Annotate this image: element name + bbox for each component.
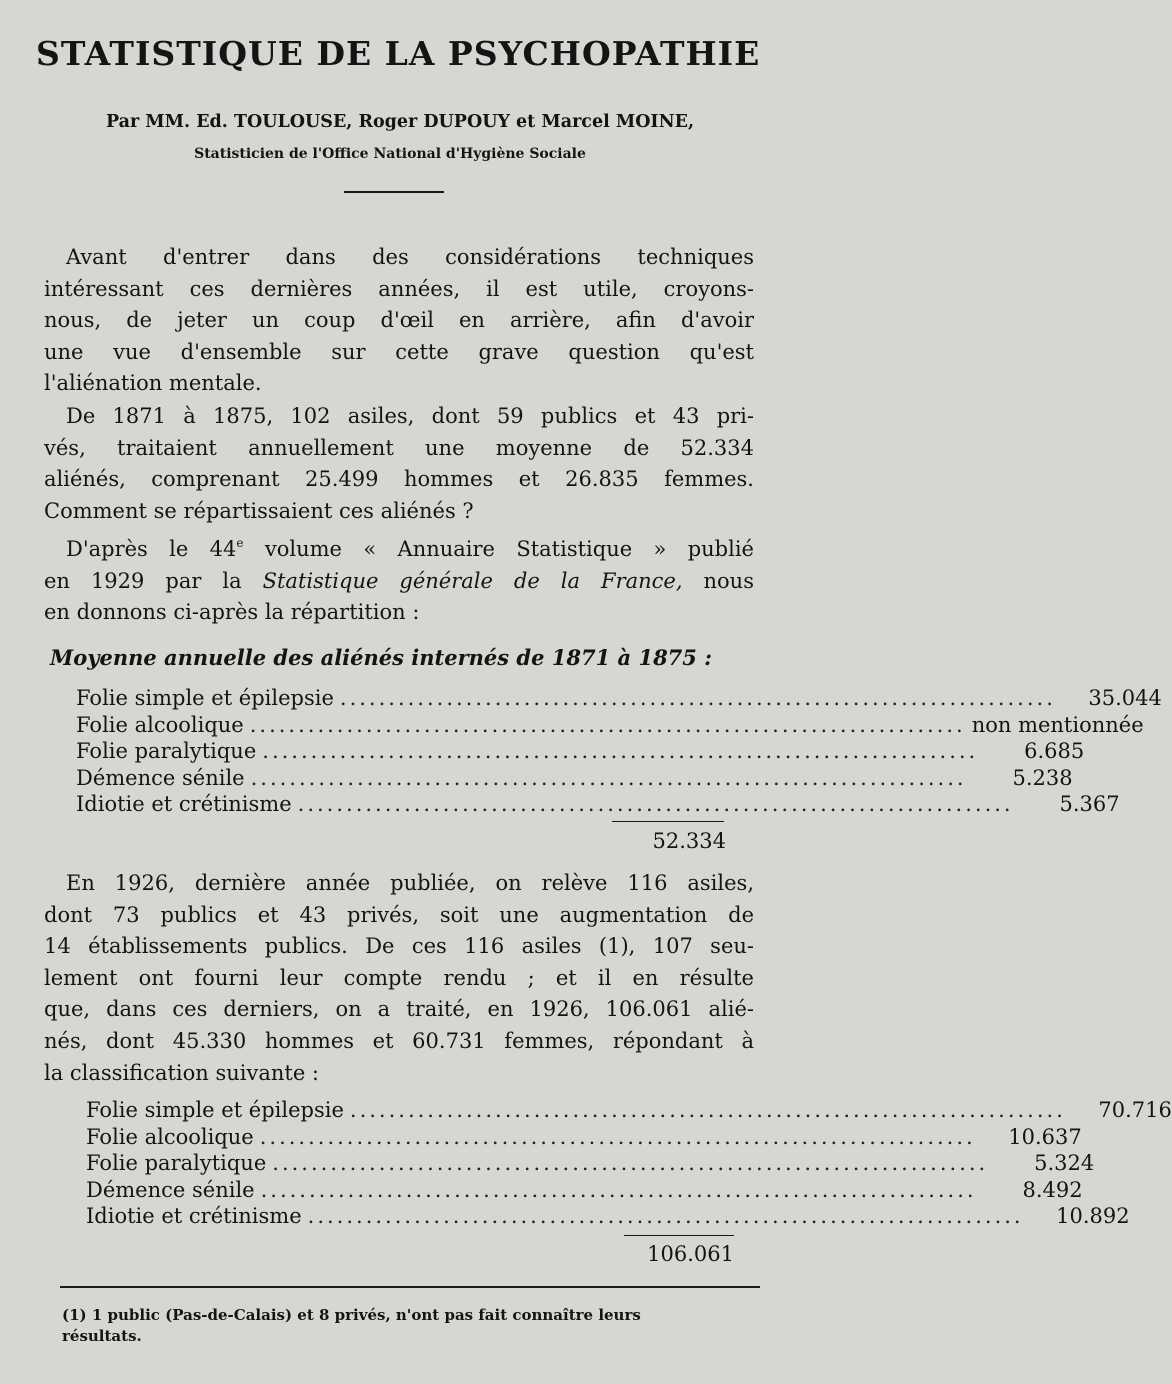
text-line: aliénés, comprenant 25.499 hommes et 26.835 femmes. <box>44 467 754 492</box>
table-row <box>76 791 1120 818</box>
table-row <box>86 1203 1130 1230</box>
text-line: que, dans ces derniers, on a traité, en 1926, 106.061 alié- <box>44 997 754 1022</box>
table-1926-total: 106.061 <box>647 1242 734 1266</box>
table-row <box>86 1097 1172 1124</box>
row-label: Folie alcoolique <box>86 1124 254 1149</box>
row-value: 10.637 <box>1008 1124 1082 1149</box>
leader-dots: .......................................................................... <box>250 765 967 790</box>
table-row <box>86 1177 1083 1204</box>
row-label: Démence sénile <box>86 1177 255 1202</box>
text-line <box>44 566 754 598</box>
table-row <box>76 685 1162 712</box>
table-row <box>86 1124 1082 1151</box>
row-label: Folie simple et épilepsie <box>86 1098 344 1122</box>
text-line: en donnons ci-après la répartition : <box>44 600 420 625</box>
text-run: D'après le 44 <box>66 537 237 561</box>
row-label: Idiotie et crétinisme <box>76 792 292 816</box>
leader-dots: .......................................................................... <box>297 792 1014 816</box>
leader-dots: .......................................................................... <box>272 1151 989 1175</box>
paragraph-intro <box>44 242 754 400</box>
text-line: Avant d'entrer dans des considérations techniques <box>66 245 754 269</box>
text-line: la classification suivante : <box>44 1060 320 1085</box>
text-line: lement ont fourni leur compte rendu ; et il en résulte <box>44 965 754 990</box>
paragraph-annuaire <box>44 528 754 629</box>
text-run: en 1929 par la <box>44 568 263 593</box>
text-line: 14 établissements publics. De ces 116 asiles (1), 107 seu- <box>44 934 754 959</box>
row-label: Idiotie et crétinisme <box>86 1204 302 1228</box>
footnote-line: (1) 1 public (Pas-de-Calais) et 8 privés, n'ont pas fait connaître leurs <box>62 1306 641 1324</box>
table-1926 <box>86 1097 1172 1230</box>
footnote-rule <box>60 1286 760 1288</box>
row-value: 6.685 <box>1024 739 1085 763</box>
row-value: 10.892 <box>1056 1204 1130 1228</box>
text-line: nous, de jeter un coup d'œil en arrière, afin d'avoir <box>44 308 754 333</box>
leader-dots: .......................................................................... <box>259 1124 976 1149</box>
leader-dots: .......................................................................... <box>249 712 966 737</box>
table-row <box>86 1150 1095 1177</box>
row-value: 5.367 <box>1059 792 1120 816</box>
leader-dots: .......................................................................... <box>339 686 1056 710</box>
table-1871-1875 <box>76 685 1162 818</box>
footnote-line: résultats. <box>62 1327 142 1345</box>
table-row <box>76 712 1144 739</box>
text-line: nés, dont 45.330 hommes et 60.731 femmes, répondant à <box>44 1028 754 1053</box>
title-separator-rule <box>344 191 444 193</box>
leader-dots: .......................................................................... <box>349 1098 1066 1122</box>
text-line: De 1871 à 1875, 102 asiles, dont 59 publics et 43 pri- <box>66 404 754 428</box>
leader-dots: .......................................................................... <box>307 1204 1024 1228</box>
leader-dots: .......................................................................... <box>260 1177 977 1202</box>
row-value: 8.492 <box>1022 1177 1083 1202</box>
row-value: 5.238 <box>1012 765 1073 790</box>
row-value: 70.716 <box>1098 1098 1172 1122</box>
text-line: l'aliénation mentale. <box>44 371 262 396</box>
italic-source-title: Statistique générale de la France, <box>262 568 683 593</box>
text-line: une vue d'ensemble sur cette grave question qu'est <box>44 339 754 364</box>
row-label: Folie paralytique <box>76 739 257 763</box>
table-row <box>76 765 1073 792</box>
row-value: 5.324 <box>1034 1151 1095 1175</box>
paragraph-1871-1875 <box>44 401 754 527</box>
row-value: 35.044 <box>1088 686 1162 710</box>
article-authors: Par MM. Ed. TOULOUSE, Roger DUPOUY et Marcel MOINE, <box>105 112 695 132</box>
row-label: Folie paralytique <box>86 1151 267 1175</box>
row-label: Folie simple et épilepsie <box>76 686 334 710</box>
table-row <box>76 738 1085 765</box>
text-run: volume « Annuaire Statistique » publié <box>243 537 754 561</box>
row-label: Folie alcoolique <box>76 712 244 737</box>
text-run: nous <box>682 568 754 593</box>
row-label: Démence sénile <box>76 765 245 790</box>
text-line: Comment se répartissaient ces aliénés ? <box>44 498 474 523</box>
sum-rule <box>612 821 724 822</box>
text-line: dont 73 publics et 43 privés, soit une augmentation de <box>44 902 754 927</box>
text-line <box>44 528 754 566</box>
author-affiliation: Statisticien de l'Office National d'Hygiène Sociale <box>194 146 586 162</box>
superscript: e <box>236 536 244 550</box>
text-line: vés, traitaient annuellement une moyenne de 52.334 <box>44 435 754 460</box>
row-value: non mentionnée <box>971 712 1144 737</box>
text-line: En 1926, dernière année publiée, on relève 116 asiles, <box>66 871 754 895</box>
text-line: intéressant ces dernières années, il est utile, croyons- <box>44 276 754 301</box>
footnote <box>62 1305 767 1347</box>
leader-dots: .......................................................................... <box>262 739 979 763</box>
paragraph-1926 <box>44 868 754 1089</box>
article-title: STATISTIQUE DE LA PSYCHOPATHIE <box>36 34 761 73</box>
table-1871-1875-title: Moyenne annuelle des aliénés internés de 1871 à 1875 : <box>50 645 712 670</box>
sum-rule <box>624 1235 734 1236</box>
table-1871-1875-total: 52.334 <box>652 829 726 853</box>
